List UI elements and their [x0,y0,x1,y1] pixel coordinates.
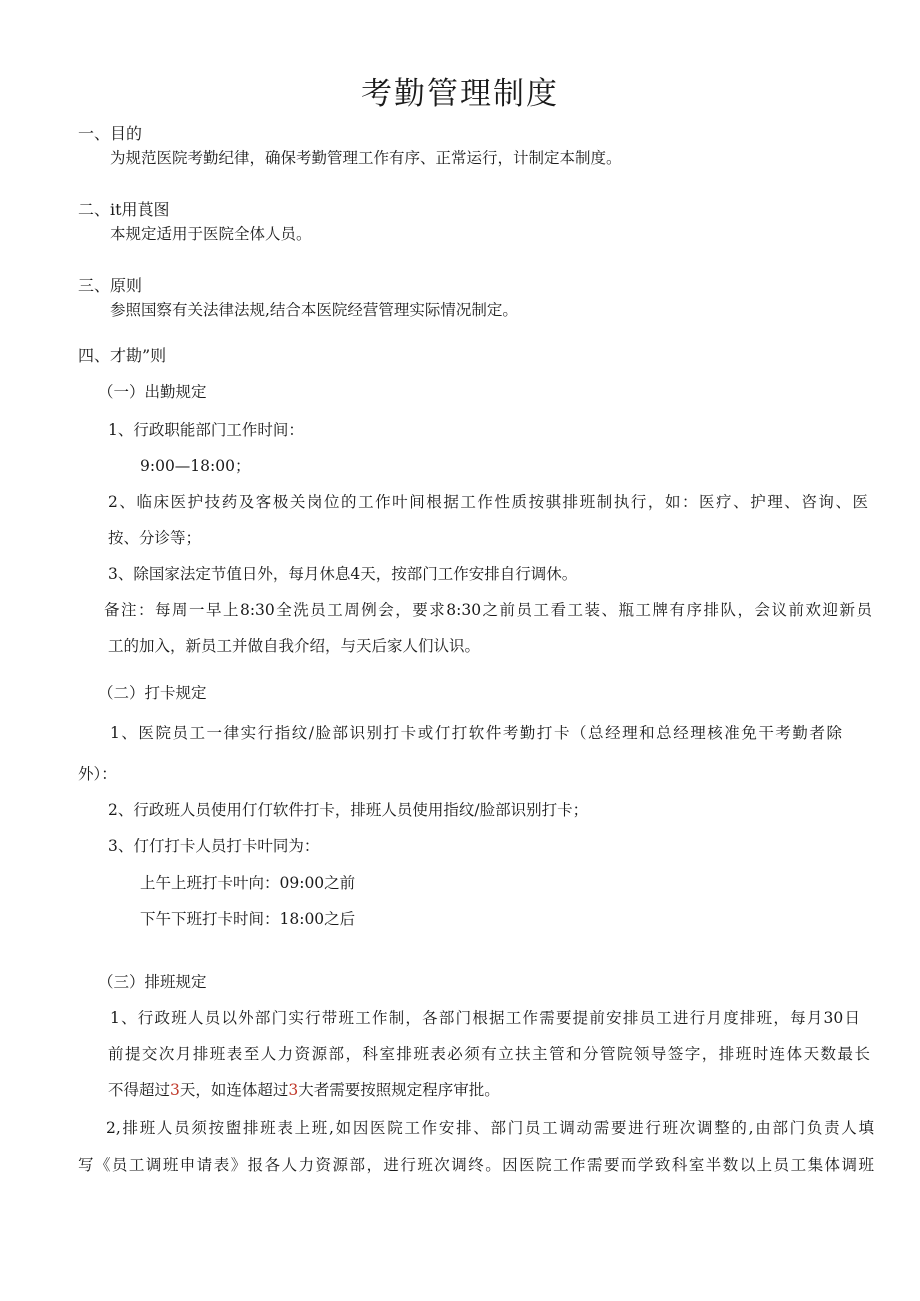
subsection-3-heading: （三）排班规定 [98,973,207,991]
shift-limit-text-b: 天，如连体超过 [179,1081,289,1099]
shift-item-1-line-3 [108,1080,500,1100]
section-2-heading: 二、it用莨图 [78,200,170,219]
shift-item-2-line-2: 写《员工调班申请表》报各人力资源部，进行班次调终。因医院工作需要而学致科室半数以上员工集体调班 [78,1156,874,1174]
section-4-heading: 四、才勘”则 [78,346,167,365]
shift-limit-days-1: 3 [170,1081,180,1099]
shift-item-1-line-1: 1、行政班人员以外部门实行带班工作制，各部门根据工作需要提前安排员工进行月度排班，每月30日 [110,1009,860,1027]
subsection-1-heading: （一）出勤规定 [98,383,207,401]
section-1-heading: 一、目的 [78,124,143,143]
shift-item-2-line-1: 2,排班人员须按盥排班表上班,如因医院工作安排、部门员工调动需要进行班次调整的,由部门负责人填 [106,1119,874,1137]
shift-limit-text-c: 大者需要按照规定程序审批。 [298,1081,500,1099]
work-hours: 9:00—18:00； [140,457,251,475]
attendance-item-1: 1、行政职能部门工作时间： [108,421,304,439]
attendance-item-2-line-1: 2、临床医护技药及客极关岗位的工作叶间根据工作性质按骐排班制执行，如：医疗、护理、咨询、医 [108,493,868,511]
shift-item-1-line-2: 前提交次月排班表至人力资源部，科室排班表必须有立扶主管和分管院领导签字，排班时连体天数最长 [108,1045,870,1063]
section-3-text: 参照国察有关法律法规,结合本医院经营管理实际情况制定。 [110,301,518,319]
clock-in-item-1-line-2: 外）： [78,765,117,783]
clock-in-item-1-line-1: 1、医院员工一律实行指纹/脸部识别打卡或仃打软件考勤打卡（总经理和总经理核准免干考勤者除 [110,724,842,742]
document-title: 考勤管理制度 [361,76,559,112]
shift-limit-text-a: 不得超过 [108,1081,171,1099]
section-2-text: 本规定适用于医院全体人员。 [110,225,312,243]
attendance-item-2-line-2: 按、分诊等； [108,529,202,547]
section-1-text: 为规范医院考勤纪律，确保考勤管理工作有序、正常运行，计制定本制度。 [110,149,622,167]
clock-in-item-2: 2、行政班人员使用仃仃软件打卡，排班人员使用指纹/脸部识别打卡； [108,801,589,819]
attendance-note-line-2: 工的加入，新员工并做自我介绍，与天后家人们认识。 [108,637,481,655]
section-3-heading: 三、原则 [78,276,143,295]
subsection-2-heading: （二）打卡规定 [98,684,207,702]
shift-limit-days-2: 3 [288,1081,299,1099]
attendance-item-3: 3、除国家法定节值日外，每月休息4天，按部门工作安排自行调休。 [108,565,578,583]
clock-in-evening: 下午下班打卡时间：18:00之后 [140,910,356,928]
clock-in-morning: 上午上班打卡叶向：09:00之前 [140,874,356,892]
clock-in-item-3: 3、仃仃打卡人员打卡叶同为： [108,837,320,855]
attendance-note-line-1: 备注：每周一早上8:30全洗员工周例会，要求8:30之前员工看工装、瓶工牌有序排队，会议前欢迎新员 [104,601,872,619]
